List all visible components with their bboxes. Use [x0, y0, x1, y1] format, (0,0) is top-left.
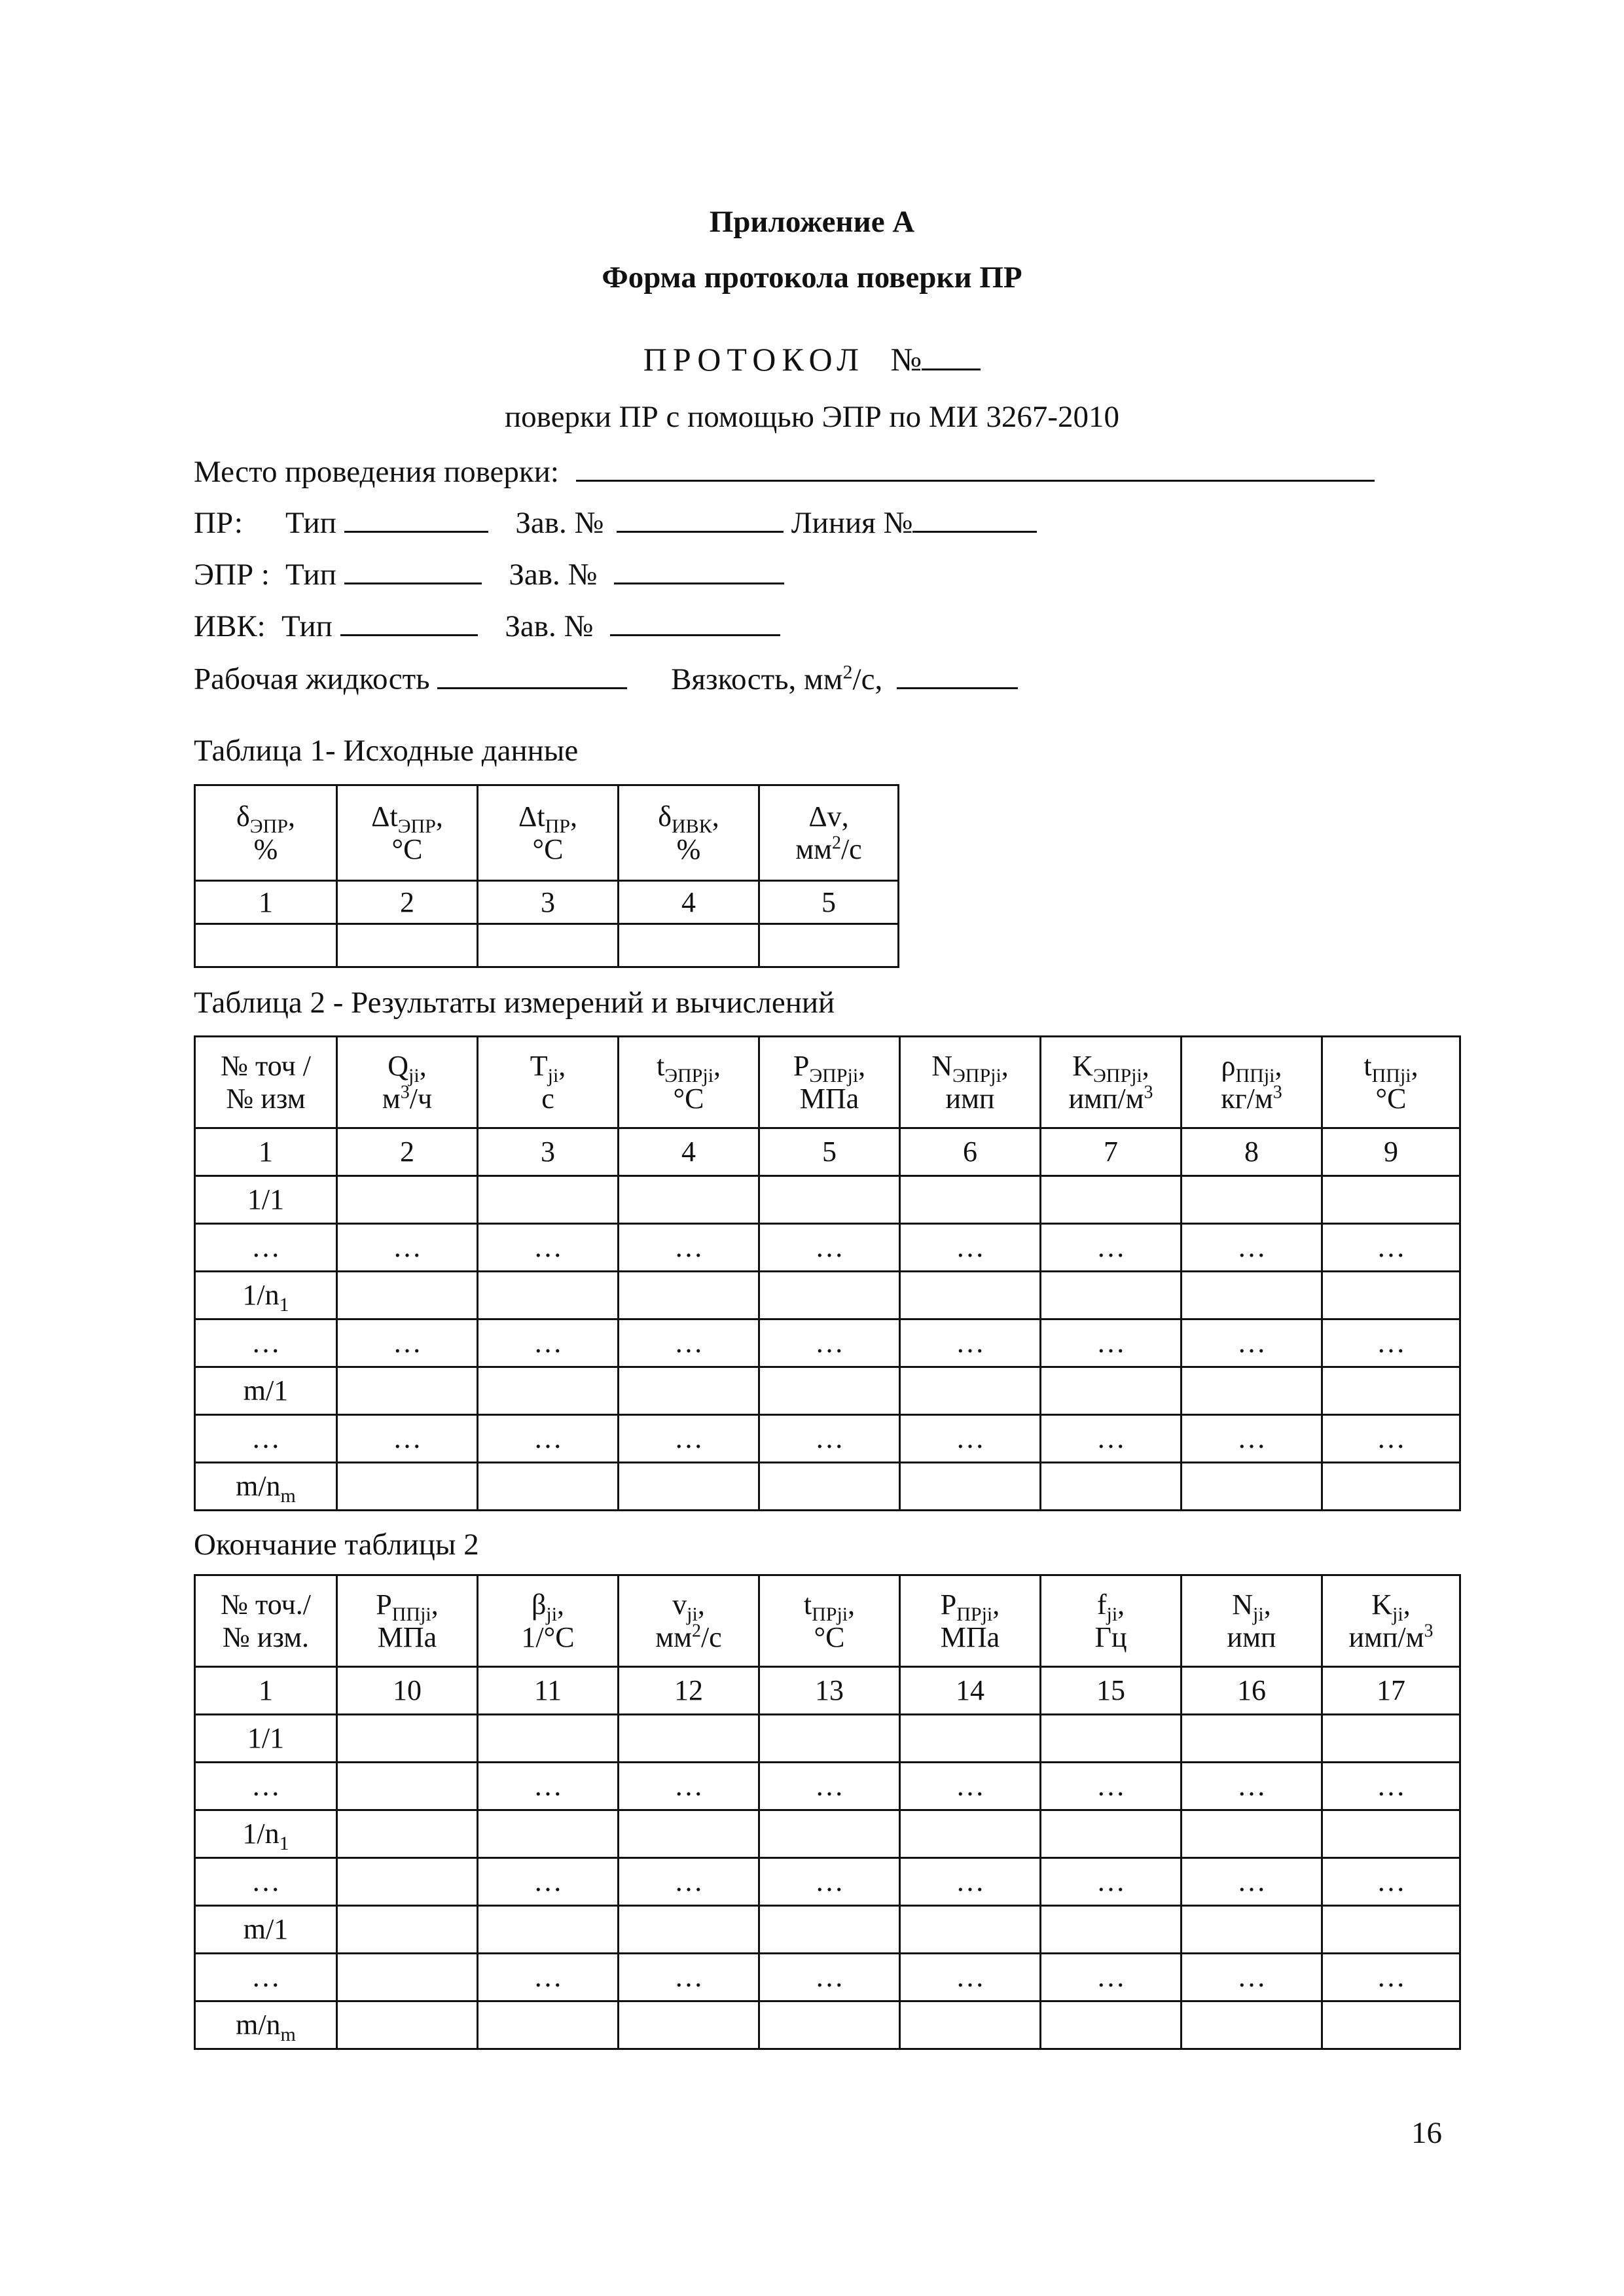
table-row: [195, 1176, 1460, 1224]
table3-value-cell[interactable]: [1182, 2001, 1322, 2049]
ivk-type-label: Тип: [281, 609, 333, 643]
table3-value-cell[interactable]: [1322, 1810, 1460, 1858]
table3-row-label: $m/n_m$: [195, 2001, 337, 2049]
table-row: [195, 1810, 1460, 1858]
table2-value-cell[interactable]: [759, 1176, 900, 1224]
table2-row-label: $1/n_1$: [195, 1272, 337, 1319]
viscosity-label: Вязкость, $мм^2/с$,: [671, 661, 883, 696]
table2-value-cell[interactable]: [759, 1272, 900, 1319]
table2-value-cell[interactable]: …: [900, 1224, 1041, 1272]
table3-header-cell: $K_{ji}$, имп/$м^3$: [1322, 1575, 1460, 1667]
table3-column-number: 14: [900, 1667, 1041, 1715]
table3-row-label: …: [195, 1954, 337, 2001]
table3-value-cell[interactable]: [900, 1810, 1041, 1858]
table3-value-cell[interactable]: [478, 2001, 619, 2049]
table3-value-cell[interactable]: …: [900, 1858, 1041, 1906]
table3-value-cell[interactable]: [337, 1715, 478, 1763]
table2-column-number: 5: [759, 1128, 900, 1176]
table3-value-cell[interactable]: [619, 1810, 759, 1858]
epr-serial-label: Зав. №: [509, 558, 598, 592]
pr-line: [194, 505, 1037, 541]
table2-value-cell[interactable]: …: [900, 1319, 1041, 1367]
table-row: [195, 1415, 1460, 1463]
table2-value-cell[interactable]: …: [1182, 1319, 1322, 1367]
table2-value-cell[interactable]: …: [1182, 1415, 1322, 1463]
table3-column-number: 11: [478, 1667, 619, 1715]
table2-header-cell: $t_{ППji}$, °С: [1322, 1037, 1460, 1128]
table-row: [195, 1463, 1460, 1511]
table3-value-cell[interactable]: …: [759, 1954, 900, 2001]
table2-column-number: 3: [478, 1128, 619, 1176]
table2-value-cell[interactable]: [337, 1272, 478, 1319]
table3-value-cell[interactable]: …: [619, 1763, 759, 1810]
table3-value-cell[interactable]: [337, 1858, 478, 1906]
table1-header-cell: $\Delta t_{ПР}$, °С: [478, 785, 619, 881]
table3-value-cell[interactable]: [900, 2001, 1041, 2049]
table3-value-cell[interactable]: [478, 1715, 619, 1763]
epr-line: [194, 557, 784, 592]
table3-value-cell[interactable]: …: [478, 1763, 619, 1810]
ivk-label: ИВК:: [194, 609, 266, 643]
table2-value-cell[interactable]: …: [900, 1415, 1041, 1463]
table2: [194, 1035, 1461, 1511]
table-row: [195, 1367, 1460, 1415]
table1-column-number: 5: [759, 881, 899, 924]
table3-header-cell: $v_{ji}$, $мм^2/с$: [619, 1575, 759, 1667]
table3-column-number: 17: [1322, 1667, 1460, 1715]
table2-value-cell[interactable]: …: [619, 1319, 759, 1367]
table3-header-cell: $t_{ПРji}$, °С: [759, 1575, 900, 1667]
table2-value-cell[interactable]: [337, 1367, 478, 1415]
table1-column-number: 1: [195, 881, 337, 924]
table3-value-cell[interactable]: [900, 1715, 1041, 1763]
table2-value-cell[interactable]: [337, 1176, 478, 1224]
table2-column-number: 8: [1182, 1128, 1322, 1176]
table2-row-label: $m/n_m$: [195, 1463, 337, 1511]
table3-row-label: …: [195, 1858, 337, 1906]
protocol-heading: [0, 340, 1624, 378]
table3-value-cell[interactable]: …: [1041, 1858, 1182, 1906]
table2-caption: Таблица 2 - Результаты измерений и вычислений: [194, 986, 835, 1020]
table3-value-cell[interactable]: …: [1041, 1954, 1182, 2001]
protocol-subtitle: поверки ПР с помощью ЭПР по МИ 3267-2010: [505, 400, 1119, 434]
ivk-line: [194, 609, 780, 644]
pr-type-label: Тип: [285, 506, 336, 540]
table3-column-number: 16: [1182, 1667, 1322, 1715]
table2-value-cell[interactable]: [478, 1176, 619, 1224]
table3: [194, 1574, 1461, 2050]
table-row: [195, 1319, 1460, 1367]
table2-value-cell[interactable]: …: [1041, 1224, 1182, 1272]
epr-type-label: Тип: [285, 558, 336, 592]
table2-value-cell[interactable]: [1041, 1367, 1182, 1415]
place-line: [194, 454, 1375, 490]
table3-value-cell[interactable]: …: [759, 1858, 900, 1906]
table2-value-cell[interactable]: [900, 1463, 1041, 1511]
table3-column-number: 1: [195, 1667, 337, 1715]
page-number: 16: [1411, 2116, 1442, 2150]
table2-value-cell[interactable]: [759, 1463, 900, 1511]
table3-value-cell[interactable]: [1041, 1715, 1182, 1763]
table3-value-cell[interactable]: [337, 2001, 478, 2049]
protocol-number-field[interactable]: [922, 345, 981, 370]
table2-value-cell[interactable]: [478, 1463, 619, 1511]
table2-value-cell[interactable]: [337, 1463, 478, 1511]
table2-header-cell: $K_{ЭПРji}$, имп/$м^3$: [1041, 1037, 1182, 1128]
table3-value-cell[interactable]: …: [759, 1763, 900, 1810]
table2-header-cell: $\rho_{ППji}$, $кг/м^3$: [1182, 1037, 1322, 1128]
table3-header-cell: $N_{ji}$, имп: [1182, 1575, 1322, 1667]
table1-column-number: 3: [478, 881, 619, 924]
protocol-word: ПРОТОКОЛ: [643, 341, 865, 378]
table2-value-cell[interactable]: [900, 1272, 1041, 1319]
viscosity-field[interactable]: [897, 664, 1018, 689]
table2-value-cell[interactable]: [1041, 1176, 1182, 1224]
table1-caption: Таблица 1- Исходные данные: [194, 734, 579, 768]
table2-value-cell[interactable]: [478, 1272, 619, 1319]
table3-header-cell: $P_{ПРji}$, МПа: [900, 1575, 1041, 1667]
table2-column-number: 6: [900, 1128, 1041, 1176]
table2-column-number: 4: [619, 1128, 759, 1176]
table3-value-cell[interactable]: [759, 1810, 900, 1858]
table2-column-number: 9: [1322, 1128, 1460, 1176]
epr-type-field[interactable]: [344, 559, 482, 584]
table3-value-cell[interactable]: …: [900, 1763, 1041, 1810]
table2-header-cell: $N_{ЭПРji}$, имп: [900, 1037, 1041, 1128]
table3-value-cell[interactable]: [337, 1954, 478, 2001]
table3-value-cell[interactable]: [1041, 2001, 1182, 2049]
table-row: [195, 1954, 1460, 2001]
table2-row-label: …: [195, 1224, 337, 1272]
table-row: [195, 1715, 1460, 1763]
table2-value-cell[interactable]: …: [1041, 1319, 1182, 1367]
table2-value-cell[interactable]: [619, 1367, 759, 1415]
table2-header-cell: $T_{ji}$, с: [478, 1037, 619, 1128]
table3-value-cell[interactable]: [1322, 2001, 1460, 2049]
table2-value-cell[interactable]: [1322, 1176, 1460, 1224]
table2-value-cell[interactable]: …: [1041, 1415, 1182, 1463]
table3-value-cell[interactable]: …: [1182, 1858, 1322, 1906]
pr-line-field[interactable]: [912, 507, 1037, 533]
table2-value-cell[interactable]: [1182, 1463, 1322, 1511]
ivk-serial-label: Зав. №: [505, 609, 594, 643]
table3-value-cell[interactable]: [337, 1906, 478, 1954]
table-row: [195, 1272, 1460, 1319]
table2-value-cell[interactable]: …: [337, 1415, 478, 1463]
table2-row-label: m/1: [195, 1367, 337, 1415]
table3-column-number: 15: [1041, 1667, 1182, 1715]
table2-column-number: 2: [337, 1128, 478, 1176]
table3-value-cell[interactable]: [1182, 1715, 1322, 1763]
table2-value-cell[interactable]: [1182, 1367, 1322, 1415]
table2-value-cell[interactable]: …: [1322, 1415, 1460, 1463]
table1-header-cell: $\delta_{ЭПР}$, %: [195, 785, 337, 881]
table2-value-cell[interactable]: [900, 1367, 1041, 1415]
table3-value-cell[interactable]: …: [1041, 1763, 1182, 1810]
table2-value-cell[interactable]: …: [337, 1319, 478, 1367]
table2-value-cell[interactable]: …: [478, 1415, 619, 1463]
table3-value-cell[interactable]: [619, 1715, 759, 1763]
table3-value-cell[interactable]: [759, 2001, 900, 2049]
table3-row-label: …: [195, 1763, 337, 1810]
table1-value-cell[interactable]: [759, 924, 899, 967]
table2-header-cell: $t_{ЭПРji}$, °С: [619, 1037, 759, 1128]
table3-value-cell[interactable]: [1182, 1810, 1322, 1858]
table1: [194, 784, 899, 968]
table2-value-cell[interactable]: …: [619, 1224, 759, 1272]
table2-value-cell[interactable]: [478, 1367, 619, 1415]
epr-label: ЭПР :: [194, 558, 270, 592]
fluid-label: Рабочая жидкость: [194, 662, 430, 696]
protocol-number-label: №: [890, 341, 922, 378]
pr-line-label: Линия №: [791, 506, 913, 540]
table2-value-cell[interactable]: [619, 1272, 759, 1319]
table3-value-cell[interactable]: [1322, 1715, 1460, 1763]
table1-column-number: 4: [619, 881, 759, 924]
place-label: Место проведения поверки:: [194, 455, 559, 489]
table2-value-cell[interactable]: [1322, 1272, 1460, 1319]
table3-value-cell[interactable]: …: [1322, 1763, 1460, 1810]
table-row: [195, 1906, 1460, 1954]
table2-value-cell[interactable]: [1041, 1272, 1182, 1319]
table3-value-cell[interactable]: …: [1322, 1858, 1460, 1906]
table1-column-number: 2: [337, 881, 478, 924]
table3-column-number: 13: [759, 1667, 900, 1715]
place-field[interactable]: [576, 456, 1375, 482]
table3-row-label: m/1: [195, 1906, 337, 1954]
table3-value-cell[interactable]: …: [478, 1954, 619, 2001]
table3-value-cell[interactable]: …: [619, 1858, 759, 1906]
table2-value-cell[interactable]: [759, 1367, 900, 1415]
table1-header-cell: $\Delta t_{ЭПР}$, °С: [337, 785, 478, 881]
table3-value-cell[interactable]: [759, 1906, 900, 1954]
table2-value-cell[interactable]: …: [1182, 1224, 1322, 1272]
table2-value-cell[interactable]: [1182, 1272, 1322, 1319]
table3-value-cell[interactable]: [759, 1715, 900, 1763]
table2-value-cell[interactable]: [619, 1176, 759, 1224]
table2-value-cell[interactable]: …: [337, 1224, 478, 1272]
pr-label: ПР:: [194, 506, 243, 540]
table2-header-cell: $P_{ЭПРji}$, МПа: [759, 1037, 900, 1128]
table3-value-cell[interactable]: [337, 1810, 478, 1858]
table3-value-cell[interactable]: [619, 2001, 759, 2049]
table3-value-cell[interactable]: [478, 1906, 619, 1954]
table2-value-cell[interactable]: …: [478, 1224, 619, 1272]
table2-value-cell[interactable]: [1322, 1367, 1460, 1415]
table3-value-cell[interactable]: …: [900, 1954, 1041, 2001]
table3-value-cell[interactable]: [900, 1906, 1041, 1954]
table3-value-cell[interactable]: …: [1322, 1954, 1460, 2001]
table1-header-cell: $\delta_{ИВК}$, %: [619, 785, 759, 881]
table2-value-cell[interactable]: …: [759, 1415, 900, 1463]
table3-header-cell: $\beta_{ji}$, 1/°С: [478, 1575, 619, 1667]
table3-header-cell: $P_{ППji}$, МПа: [337, 1575, 478, 1667]
table3-value-cell[interactable]: …: [478, 1858, 619, 1906]
table1-value-cell[interactable]: [619, 924, 759, 967]
table2-value-cell[interactable]: …: [1322, 1224, 1460, 1272]
table3-value-cell[interactable]: …: [1182, 1763, 1322, 1810]
table3-column-number: 10: [337, 1667, 478, 1715]
epr-serial-field[interactable]: [614, 559, 784, 584]
table2-row-label: …: [195, 1319, 337, 1367]
table-row: [195, 1763, 1460, 1810]
table2-header-cell: $Q_{ji}$, $м^3/ч$: [337, 1037, 478, 1128]
pr-type-field[interactable]: [344, 507, 488, 533]
table2-value-cell[interactable]: …: [759, 1224, 900, 1272]
table3-row-label: 1/1: [195, 1715, 337, 1763]
table-row: [195, 1858, 1460, 1906]
fluid-field[interactable]: [437, 664, 627, 689]
table3-header-cell: $f_{ji}$, Гц: [1041, 1575, 1182, 1667]
table-row: [195, 1224, 1460, 1272]
table2-value-cell[interactable]: [1041, 1463, 1182, 1511]
table2-header-cell: № точ / № изм: [195, 1037, 337, 1128]
table2-value-cell[interactable]: …: [478, 1319, 619, 1367]
table-row: [195, 2001, 1460, 2049]
table2-column-number: 1: [195, 1128, 337, 1176]
pr-serial-field[interactable]: [617, 507, 784, 533]
table2-row-label: 1/1: [195, 1176, 337, 1224]
table3-value-cell[interactable]: [619, 1906, 759, 1954]
table2-row-label: …: [195, 1415, 337, 1463]
table3-value-cell[interactable]: [337, 1763, 478, 1810]
table1-header-cell: Δv, $мм^2/с$: [759, 785, 899, 881]
table1-value-cell[interactable]: [195, 924, 337, 967]
table2-value-cell[interactable]: …: [759, 1319, 900, 1367]
table2-column-number: 7: [1041, 1128, 1182, 1176]
form-title: Форма протокола поверки ПР: [602, 260, 1022, 295]
table3-value-cell[interactable]: [1041, 1906, 1182, 1954]
table3-row-label: $1/n_1$: [195, 1810, 337, 1858]
table2-value-cell[interactable]: [1322, 1463, 1460, 1511]
table2-value-cell[interactable]: [900, 1176, 1041, 1224]
ivk-type-field[interactable]: [340, 611, 478, 636]
table2-value-cell[interactable]: [619, 1463, 759, 1511]
table1-value-cell[interactable]: [337, 924, 478, 967]
ivk-serial-field[interactable]: [610, 611, 780, 636]
fluid-line: [194, 661, 1018, 697]
appendix-title: Приложение А: [709, 205, 915, 239]
table2-value-cell[interactable]: …: [1322, 1319, 1460, 1367]
table3-value-cell[interactable]: [478, 1810, 619, 1858]
table3-caption: Окончание таблицы 2: [194, 1528, 479, 1562]
table2-value-cell[interactable]: …: [619, 1415, 759, 1463]
table3-value-cell[interactable]: [1182, 1906, 1322, 1954]
table1-value-cell[interactable]: [478, 924, 619, 967]
table3-value-cell[interactable]: [1322, 1906, 1460, 1954]
table3-header-cell: № точ./ № изм.: [195, 1575, 337, 1667]
pr-serial-label: Зав. №: [515, 506, 604, 540]
table3-value-cell[interactable]: [1041, 1810, 1182, 1858]
table3-value-cell[interactable]: …: [619, 1954, 759, 2001]
table3-value-cell[interactable]: …: [1182, 1954, 1322, 2001]
table3-column-number: 12: [619, 1667, 759, 1715]
table2-value-cell[interactable]: [1182, 1176, 1322, 1224]
